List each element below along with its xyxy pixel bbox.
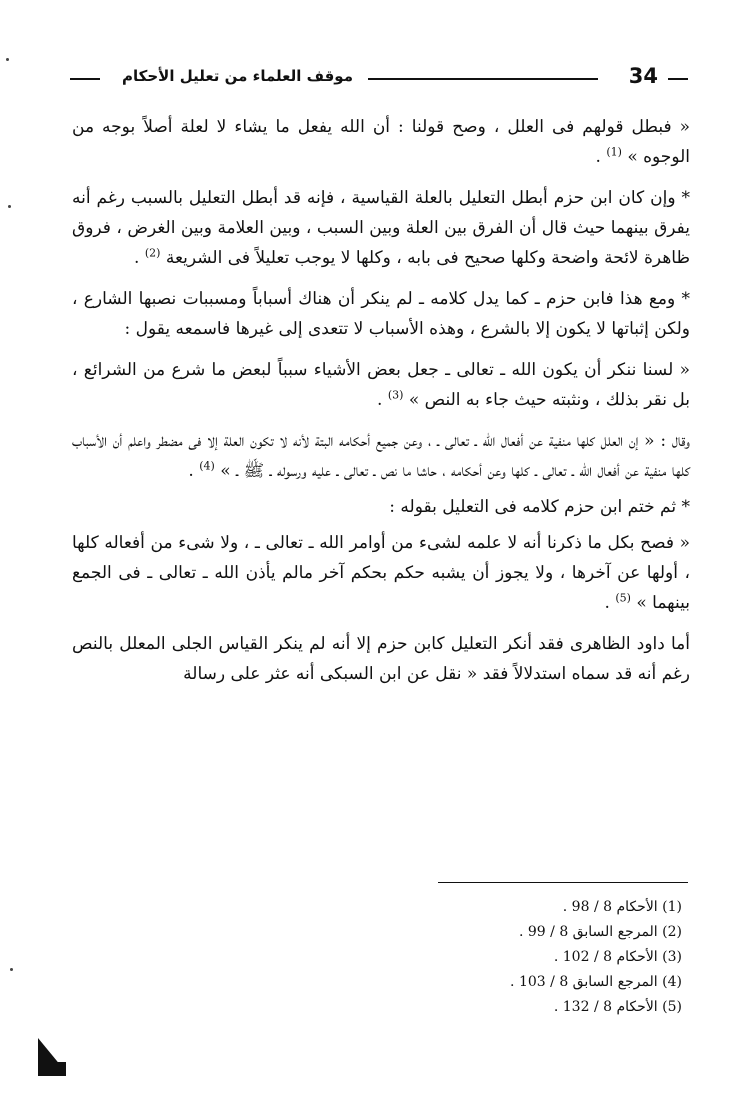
header-dash-left	[70, 78, 100, 80]
footnote: (3) الأحكام 8 / 102 .	[553, 949, 682, 965]
paragraph: * ثم ختم ابن حزم كلامه فى التعليل بقوله :	[389, 497, 690, 517]
scan-speck	[8, 205, 11, 208]
paragraph: وقال : « إن العلل كلها منفية عن أفعال الله ـ تعالى ـ ، وعن جميع أحكامه البتة لأنه لا تكون العلة إلا فى مضطر واعلم أن الأسباب كلها منفية عن أفعال الله ـ تعالى ـ كلها وعن أحكامه ، حاشا ما نص ـ تعالى ـ عليه ورسوله ـ ﷺ ـ » $^{(4)}$ .	[72, 431, 690, 481]
footnote-ref: (3)	[387, 388, 404, 402]
paragraph: « فبطل قولهم فى العلل ، وصح قولنا : أن الله يفعل ما يشاء لا لعلة أصلاً بوجه من الوجوه » $^{(1)}$ .	[72, 117, 690, 167]
paragraph: « لسنا ننكر أن يكون الله ـ تعالى ـ جعل بعض الأشياء سبباً لبعض ما شرع من الشرائع ، بل نقر بذلك ، ونثبته حيث جاء به النص » $^{(3)}$ .	[72, 360, 690, 410]
page-header	[70, 62, 688, 96]
footnote: (1) الأحكام 8 / 98 .	[562, 899, 682, 915]
footnote: (2) المرجع السابق 8 / 99 .	[518, 924, 682, 940]
paragraph: * وإن كان ابن حزم أبطل التعليل بالعلة القياسية ، فإنه قد أبطل التعليل بالسبب رغم أنه يفرق بينهما حيث قال أن الفرق بين العلة وبين السبب ، وبين العلامة وبين الغرض ، فروق ظاهرة لائحة واضحة وكلها صحيح فى بابه ، وكلها لا يوجب تعليلاً فى الشريعة $^{(2)}$ .	[72, 188, 690, 268]
paragraph: أما داود الظاهرى فقد أنكر التعليل كابن حزم إلا أنه لم ينكر القياس الجلى المعلل بالنص رغم أنه قد سماه استدلالاً فقد « نقل عن ابن السبكى أنه عثر على رسالة	[72, 634, 690, 684]
running-title: موقف العلماء من تعليل الأحكام	[122, 67, 353, 85]
scan-corner-block	[38, 1062, 66, 1076]
header-rule	[368, 78, 598, 80]
paragraph: * ومع هذا فابن حزم ـ كما يدل كلامه ـ لم ينكر أن هناك أسباباً ومسببات نصبها الشارع ، ولكن إثباتها لا يكون إلا بالشرع ، وهذه الأسباب لا تتعدى إلى غيرها فاسمعه يقول :	[72, 289, 690, 339]
main-text	[72, 112, 690, 700]
scan-speck	[6, 58, 9, 61]
footnote-ref: (1)	[606, 145, 622, 159]
scan-speck	[10, 968, 13, 971]
header-dash-right	[668, 78, 688, 80]
footnote: (4) المرجع السابق 8 / 103 .	[510, 974, 682, 990]
footnote-ref: (5)	[615, 591, 631, 605]
footnote-ref: (4)	[199, 459, 215, 473]
footnote-separator	[438, 882, 688, 883]
paragraph: « فصح بكل ما ذكرنا أنه لا علمه لشىء من أوامر الله ـ تعالى ـ ، ولا شىء من أفعاله كلها ، أولها عن آخرها ، ولا يجوز أن يشبه حكم بحكم آخر مالم يأذن الله ـ تعالى ـ فى الجمع بينهما » $^{(5)}$ .	[72, 533, 690, 613]
page-number: 34	[628, 64, 658, 88]
footnote: (5) الأحكام 8 / 132 .	[553, 999, 682, 1015]
footnote-ref: (2)	[144, 246, 161, 260]
footnotes	[420, 895, 682, 1020]
